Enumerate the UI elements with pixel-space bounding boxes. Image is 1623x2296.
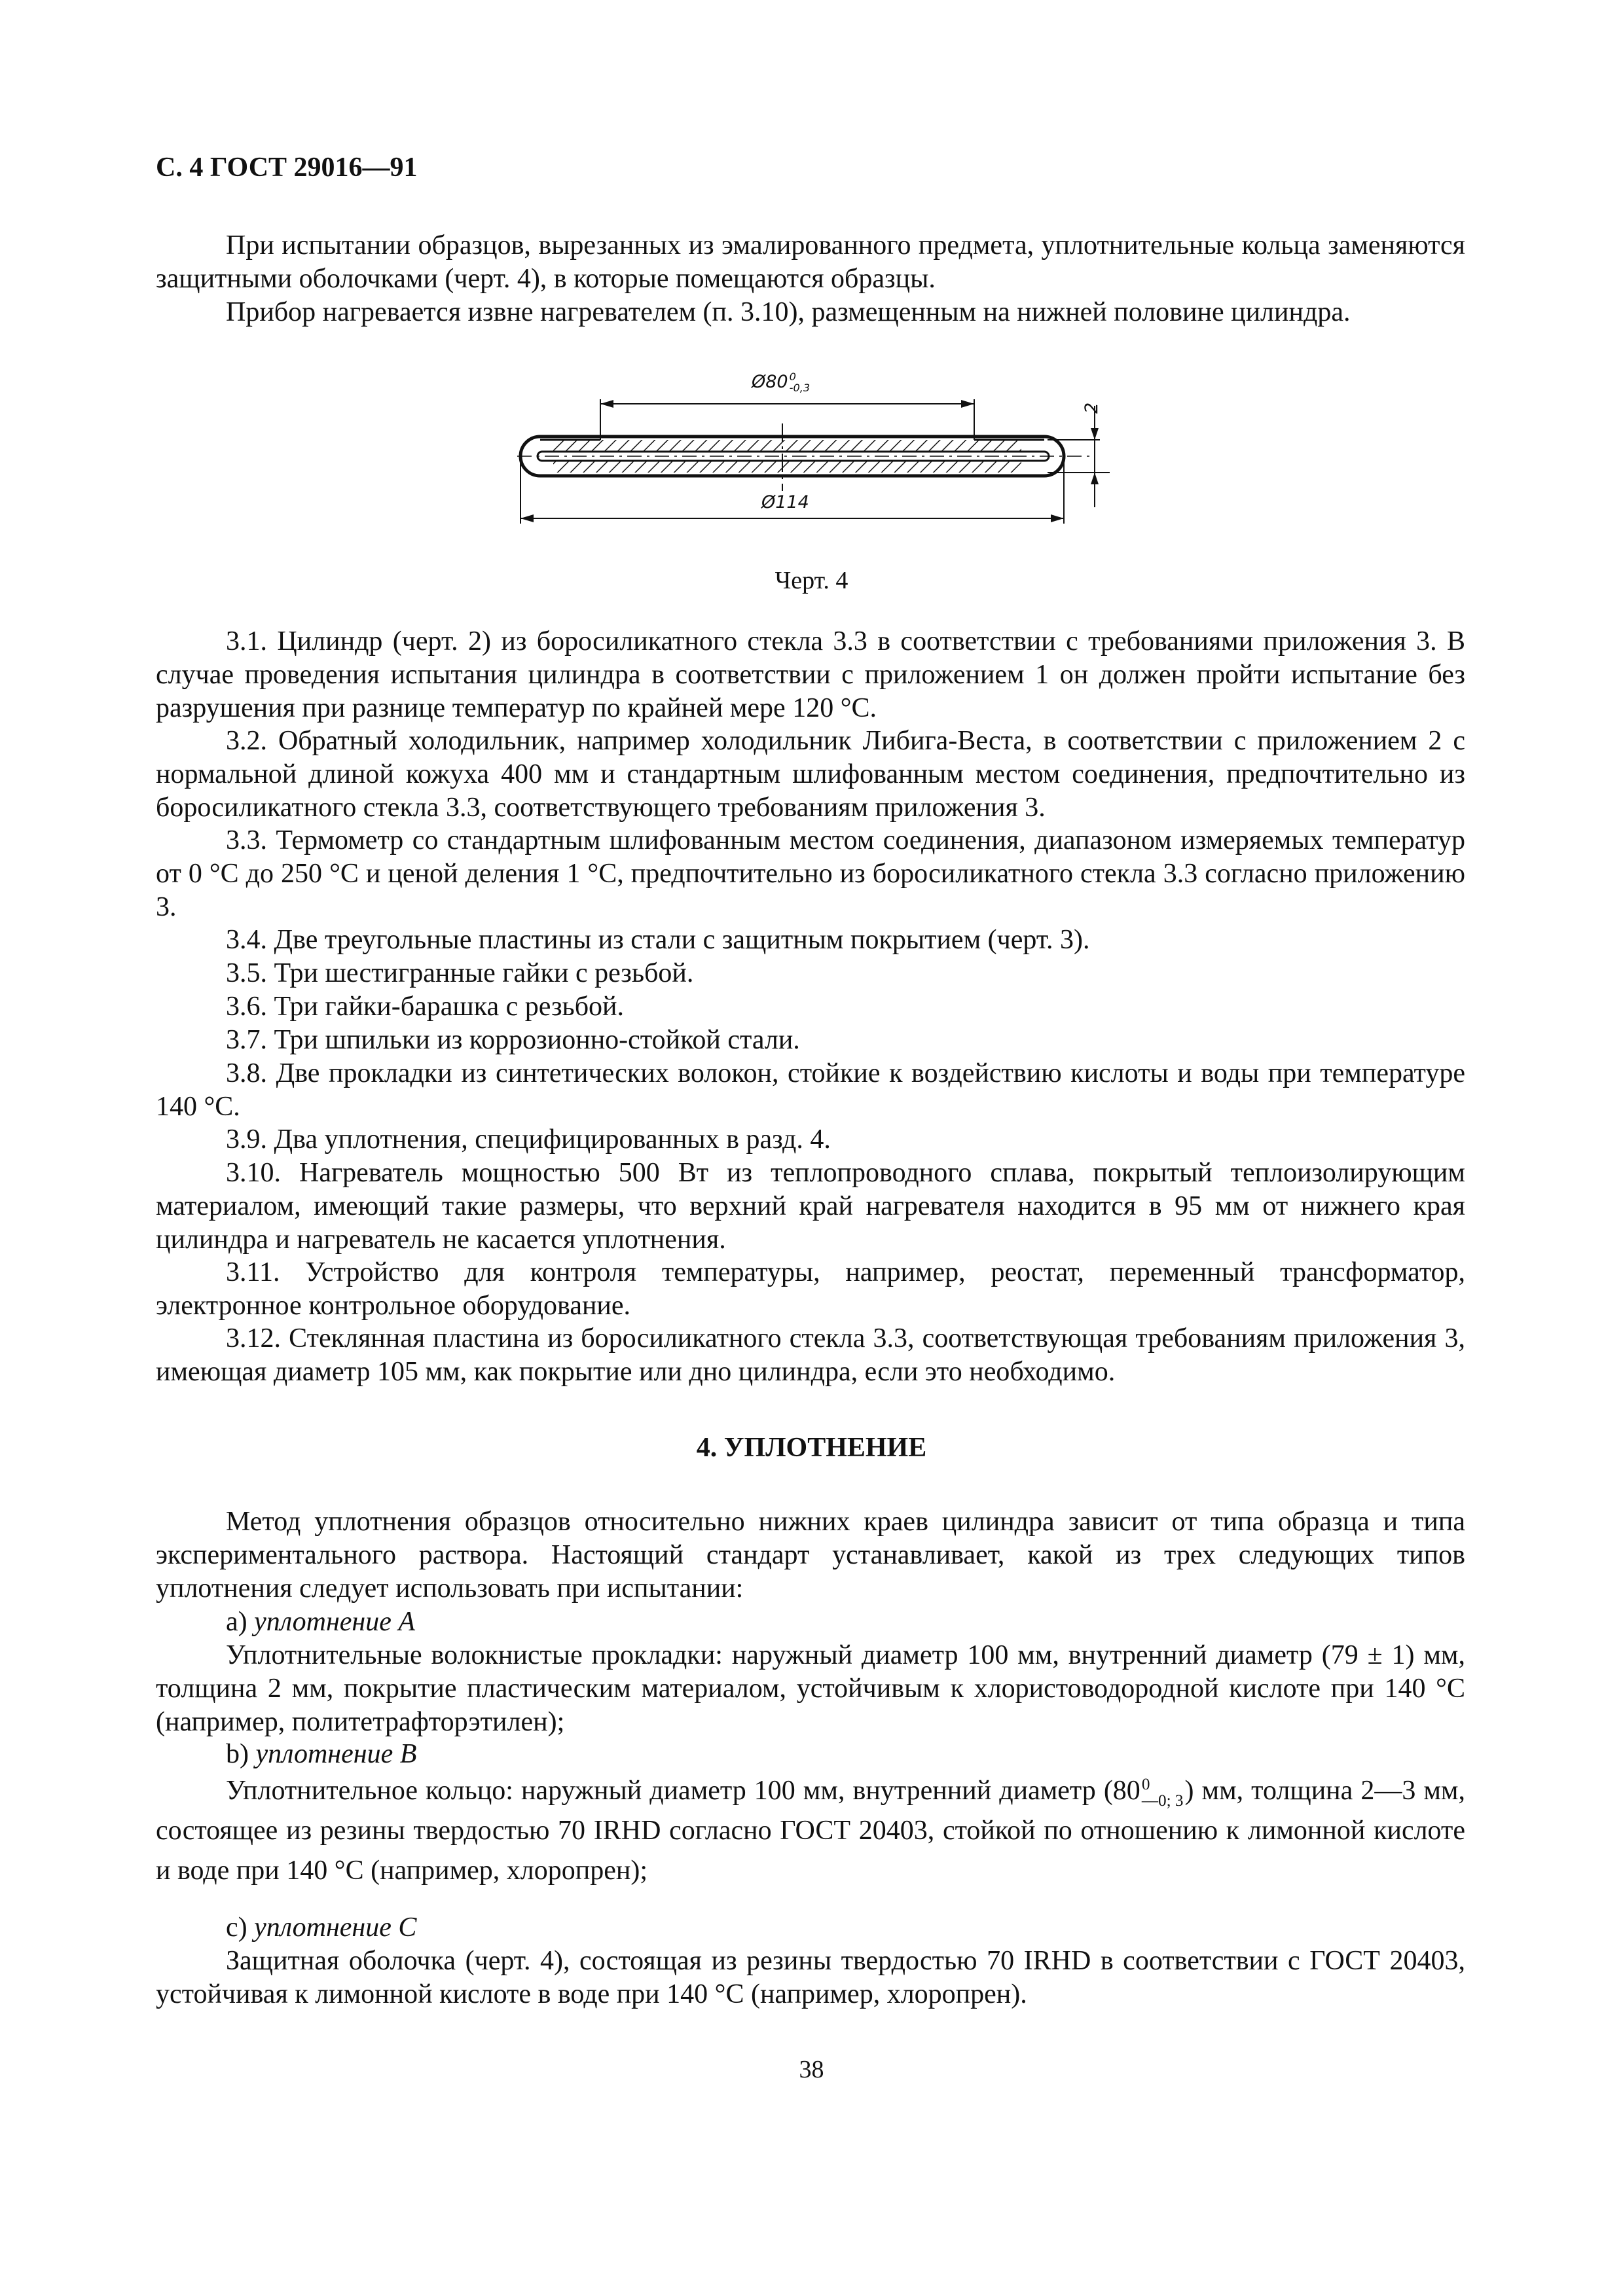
seal-a-label: а) — [226, 1607, 247, 1637]
seal-c-label: с) — [226, 1912, 247, 1943]
dim-label-2: 2 — [1082, 402, 1102, 414]
item-3-10: 3.10. Нагреватель мощностью 500 Вт из теплопроводного сплава, покрытый теплоизолирующим материалом, имеющий такие размеры, что верхний край нагревателя находится в 95 мм от нижнего края цилиндра и нагреватель не касается уплотнения. — [156, 1158, 1465, 1255]
seal-c-heading — [156, 1911, 1465, 1945]
intro-paragraph-2: Прибор нагревается извне нагревателем (п. 3.10), размещенным на нижней половине цилиндра. — [226, 297, 1351, 327]
item-3-1: 3.1. Цилиндр (черт. 2) из боросиликатного стекла 3.3 в соответствии с требованиями приложения 3. В случае проведения испытания цилиндра в соответствии с приложением 1 он должен пройти испытание без разрушения при разнице температур по крайней мере 120 °С. — [156, 626, 1465, 723]
seal-a-text: Уплотнительные волокнистые прокладки: наружный диаметр 100 мм, внутренний диаметр (79 ± 1) мм, толщина 2 мм, покрытие пластическим материалом, устойчивым к хлористоводородной кислоте при 140 °С (например, политетрафторэтилен); — [156, 1640, 1465, 1737]
seal-a-heading — [156, 1605, 1465, 1639]
item-3-2: 3.2. Обратный холодильник, например холодильник Либига-Веста, в соответствии с приложением 2 с нормальной длиной кожуха 400 мм и стандартным шлифованным местом соединения, предпочтительно из боросиликатного стекла 3.3, соответствующего требованиям приложения 3. — [156, 726, 1465, 823]
figure-4-drawing — [498, 363, 1126, 540]
seal-c-name: уплотнение С — [254, 1912, 417, 1943]
seal-b-heading — [156, 1738, 1465, 1771]
page-header: С. 4 ГОСТ 29016—91 — [156, 152, 418, 183]
seal-b-name: уплотнение В — [255, 1739, 417, 1769]
seal-a-name: уплотнение А — [254, 1607, 416, 1637]
seal-b-text: Уплотнительное кольцо: наружный диаметр 100 мм, внутренний диаметр (80 0 —0; 3 ) мм, толщина 2—3 мм, состоящее из резины твердостью 70 IRHD согласно ГОСТ 20403, стойкой по отношению к лимонной кислоте и воде при 140 °С (например, хлоропрен); — [156, 1776, 1465, 1886]
item-3-4: 3.4. Две треугольные пластины из стали с защитным покрытием (черт. 3). — [226, 925, 1090, 955]
dim-label-80: Ø80 0 -0,3 — [752, 370, 811, 394]
item-3-3: 3.3. Термометр со стандартным шлифованным местом соединения, диапазоном измеряемых температур от 0 °С до 250 °С и ценой деления 1 °С, предпочтительно из боросиликатного стекла 3.3 согласно приложению 3. — [156, 825, 1465, 922]
section-title: 4. УПЛОТНЕНИЕ — [696, 1433, 927, 1463]
item-3-5: 3.5. Три шестигранные гайки с резьбой. — [226, 958, 694, 988]
item-3-8: 3.8. Две прокладки из синтетических волокон, стойкие к воздействию кислоты и воды при температуре 140 °С. — [156, 1058, 1465, 1122]
item-3-6: 3.6. Три гайки-барашка с резьбой. — [226, 992, 625, 1022]
figure-caption: Черт. 4 — [775, 567, 848, 594]
item-3-9: 3.9. Два уплотнения, специфицированных в разд. 4. — [226, 1124, 831, 1155]
item-3-11: 3.11. Устройство для контроля температуры, например, реостат, переменный трансформатор, электронное контрольное оборудование. — [156, 1257, 1465, 1321]
intro-paragraph-1: При испытании образцов, вырезанных из эмалированного предмета, уплотнительные кольца заменяются защитными оболочками (черт. 4), в которые помещаются образцы. — [156, 230, 1465, 294]
seal-b-label: b) — [226, 1739, 249, 1769]
seal-c-text: Защитная оболочка (черт. 4), состоящая из резины твердостью 70 IRHD в соответствии с ГОСТ 20403, устойчивая к лимонной кислоте в воде при 140 °С (например, хлоропрен). — [156, 1946, 1465, 2009]
item-3-12: 3.12. Стеклянная пластина из боросиликатного стекла 3.3, соответствующая требованиям приложения 3, имеющая диаметр 105 мм, как покрытие или дно цилиндра, если это необходимо. — [156, 1323, 1465, 1387]
item-3-7: 3.7. Три шпильки из коррозионно-стойкой стали. — [226, 1025, 800, 1055]
dim-label-114: Ø114 — [761, 492, 809, 512]
section-intro: Метод уплотнения образцов относительно нижних краев цилиндра зависит от типа образца и типа экспериментального раствора. Настоящий стандарт устанавливает, какой из трех следующих типов уплотнения следует использовать при испытании: — [156, 1507, 1465, 1604]
page-number: 38 — [799, 2056, 824, 2083]
